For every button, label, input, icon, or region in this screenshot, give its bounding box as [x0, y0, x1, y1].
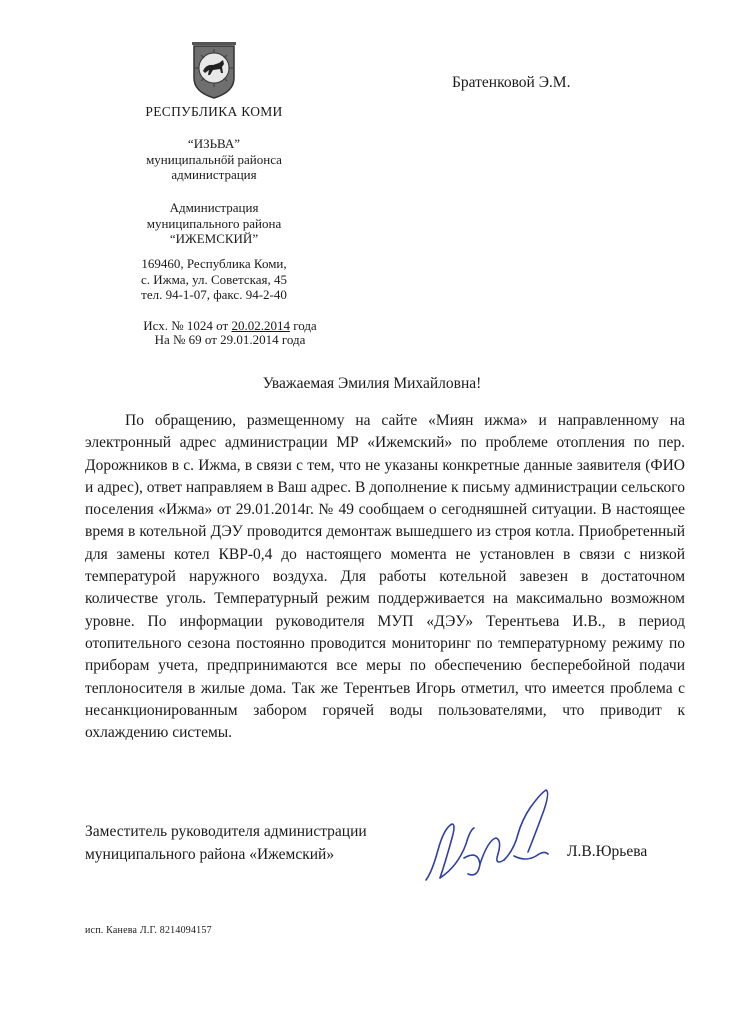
- greeting: Уважаемая Эмилия Михайловна!: [262, 375, 482, 392]
- incoming-reference: На № 69 от 29.01.2014 года: [154, 332, 306, 347]
- letterhead-line: администрация: [171, 167, 257, 182]
- addressee: Братенковой Э.М.: [452, 74, 571, 91]
- letterhead-line: муниципальнőй районса: [146, 151, 282, 167]
- signatory-title: [85, 820, 367, 866]
- letterhead-republic: РЕСПУБЛИКА КОМИ: [145, 104, 283, 119]
- signatory-title-line: Заместитель руководителя администрации: [85, 823, 367, 840]
- coat-of-arms-emblem: [186, 40, 242, 100]
- signatory-title-line: муниципального района «Ижемский»: [85, 846, 335, 863]
- address-line: с. Ижма, ул. Советская, 45: [141, 271, 287, 287]
- letter-body: По обращению, размещенному на сайте «Миян ижма» и направленному на электронный адрес администрации МР «Ижемский» по проблеме отопления по пер. Дорожников в с. Ижма, в связи с тем, что не указаны конкретные данные заявителя (ФИО и адрес), ответ направляем в Ваш адрес. В дополнение к письму администрации сельского поселения «Ижма» от 29.01.2014г. № 49 сообщаем о сегодняшней ситуации. В настоящее время в котельной ДЭУ проводится демонтаж вышедшего из строя котла. Приобретенный для замены котел КВР-0,4 до настоящего момента не установлен в связи с низкой температурой наружного воздуха. Для работы котельной завезен в достаточном количестве уголь. Температурный режим поддерживается на максимально возможном уровне. По информации руководителя МУП «ДЭУ» Терентьева И.В., в период отопительного сезона постоянно проводится мониторинг по температурному режиму по приборам учета, предпринимаются все меры по обеспечению бесперебойной подачи теплоносителя в жилые дома. Так же Терентьев Игорь отметил, что имеется проблема с несанкционированным забором горячей воды пользователями, что приводит к охлаждению системы.: [85, 412, 685, 742]
- ref-out-date: 20.02.2014: [231, 318, 290, 333]
- ref-out-prefix: Исх. № 1024 от: [143, 318, 232, 333]
- address-line: тел. 94-1-07, факс. 94-2-40: [141, 287, 287, 302]
- letterhead-line: муниципального района: [146, 215, 282, 231]
- letterhead-line: “ИЗЬВА”: [187, 136, 241, 151]
- address-line: 169460, Республика Коми,: [141, 256, 287, 271]
- letterhead-komi-name: [94, 136, 334, 183]
- letterhead-line: Администрация: [169, 200, 259, 215]
- outgoing-reference: [80, 318, 380, 333]
- signatory-name: Л.В.Юрьева: [567, 843, 648, 860]
- letterhead-address: [94, 256, 334, 303]
- ref-out-suffix: года: [289, 318, 317, 333]
- letterhead-line: “ИЖЕМСКИЙ”: [169, 231, 259, 246]
- handwritten-signature: [418, 780, 568, 895]
- letterhead-russian-name: [94, 200, 334, 247]
- executor-note: исп. Канева Л.Г. 8214094157: [85, 925, 212, 936]
